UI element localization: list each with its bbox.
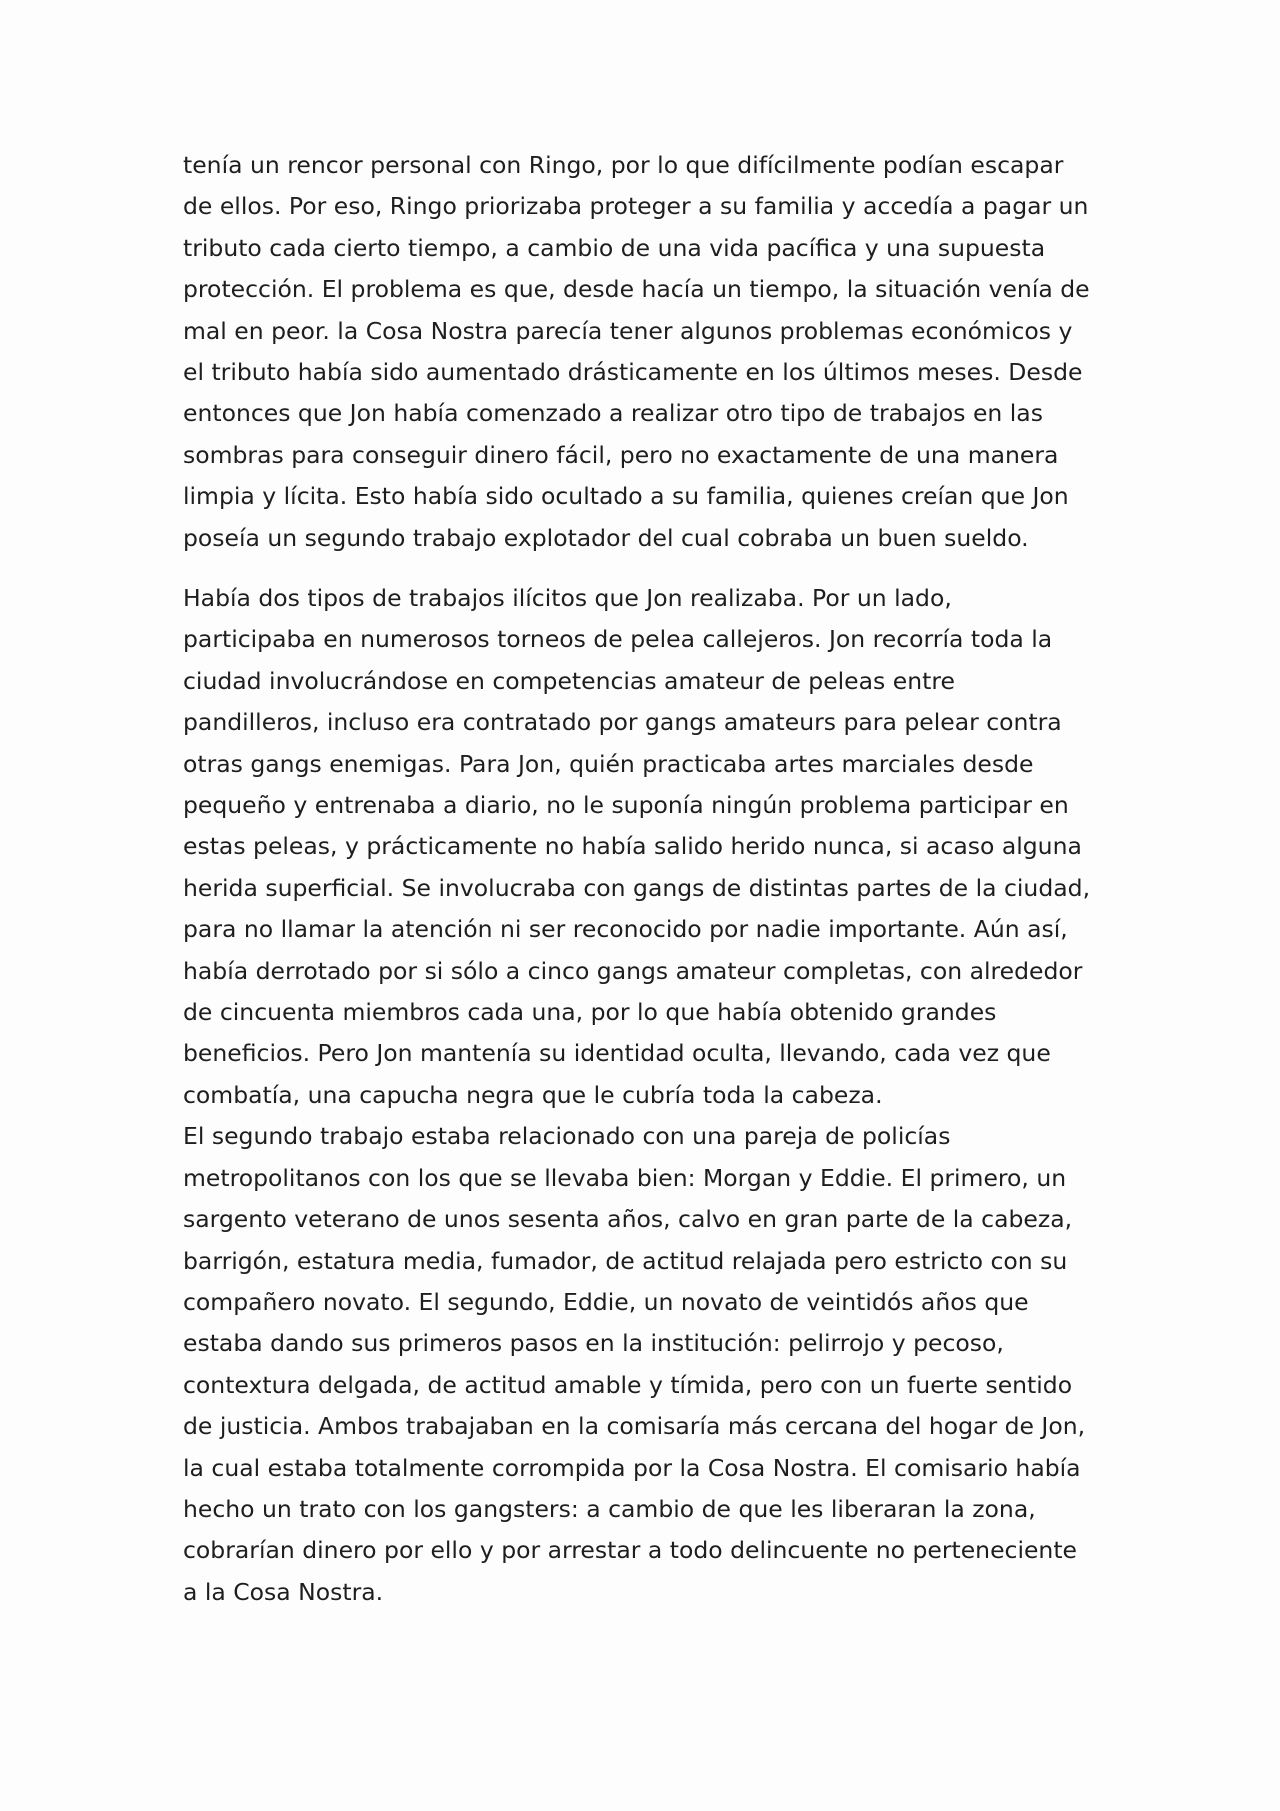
text-line: ciudad involucrándose en competencias amateur de peleas entre [183,666,955,695]
text-line: para no llamar la atención ni ser reconocido por nadie importante. Aún así, [183,915,1068,944]
text-line: contextura delgada, de actitud amable y tímida, pero con un fuerte sentido [183,1370,1073,1399]
text-line: a la Cosa Nostra. [183,1577,384,1606]
text-line: sombras para conseguir dinero fácil, pero no exactamente de una manera [183,440,1059,469]
text-line: hecho un trato con los gangsters: a cambio de que les liberaran la zona, [183,1494,1036,1523]
text-line: de justicia. Ambos trabajaban en la comisaría más cercana del hogar de Jon, [183,1412,1086,1441]
text-line: herida superficial. Se involucraba con gangs de distintas partes de la ciudad, [183,873,1091,902]
paragraphs-2-3 [183,578,1103,1613]
text-line: la cual estaba totalmente corrompida por la Cosa Nostra. El comisario había [183,1453,1081,1482]
text-line: metropolitanos con los que se llevaba bien: Morgan y Eddie. El primero, un [183,1163,1067,1192]
paragraph-1 [183,145,1103,559]
text-line: entonces que Jon había comenzado a realizar otro tipo de trabajos en las [183,399,1043,428]
text-line: de cincuenta miembros cada una, por lo que había obtenido grandes [183,998,997,1027]
text-line: mal en peor. la Cosa Nostra parecía tener algunos problemas económicos y [183,316,1073,345]
text-line: barrigón, estatura media, fumador, de actitud relajada pero estricto con su [183,1246,1068,1275]
text-line: pandilleros, incluso era contratado por gangs amateurs para pelear contra [183,708,1062,737]
text-line: participaba en numerosos torneos de pelea callejeros. Jon recorría toda la [183,625,1053,654]
text-line: beneficios. Pero Jon mantenía su identidad oculta, llevando, cada vez que [183,1039,1051,1068]
text-line: El segundo trabajo estaba relacionado con una pareja de policías [183,1122,951,1151]
text-line: cobrarían dinero por ello y por arrestar a todo delincuente no perteneciente [183,1536,1077,1565]
text-line: sargento veterano de unos sesenta años, calvo en gran parte de la cabeza, [183,1205,1073,1234]
text-line: estaba dando sus primeros pasos en la institución: pelirrojo y pecoso, [183,1329,1004,1358]
paragraph-2 [183,578,1103,1116]
text-line: pequeño y entrenaba a diario, no le suponía ningún problema participar en [183,791,1069,820]
text-line: combatía, una capucha negra que le cubría toda la cabeza. [183,1080,883,1109]
text-line: había derrotado por si sólo a cinco gangs amateur completas, con alrededor [183,956,1083,985]
text-line: poseía un segundo trabajo explotador del cual cobraba un buen sueldo. [183,523,1029,552]
text-line: el tributo había sido aumentado drásticamente en los últimos meses. Desde [183,358,1083,387]
text-line: protección. El problema es que, desde hacía un tiempo, la situación venía de [183,275,1090,304]
text-line: estas peleas, y prácticamente no había salido herido nunca, si acaso alguna [183,832,1082,861]
text-line: Había dos tipos de trabajos ilícitos que Jon realizaba. Por un lado, [183,584,952,612]
text-line: de ellos. Por eso, Ringo priorizaba proteger a su familia y accedía a pagar un [183,192,1089,221]
text-line: tributo cada cierto tiempo, a cambio de una vida pacífica y una supuesta [183,233,1046,262]
text-line: otras gangs enemigas. Para Jon, quién practicaba artes marciales desde [183,749,1034,778]
text-line: tenía un rencor personal con Ringo, por lo que difícilmente podían escapar [183,151,1064,179]
text-line: compañero novato. El segundo, Eddie, un novato de veintidós años que [183,1287,1029,1316]
text-line: limpia y lícita. Esto había sido ocultado a su familia, quienes creían que Jon [183,482,1069,511]
paragraph-3 [183,1116,1103,1613]
